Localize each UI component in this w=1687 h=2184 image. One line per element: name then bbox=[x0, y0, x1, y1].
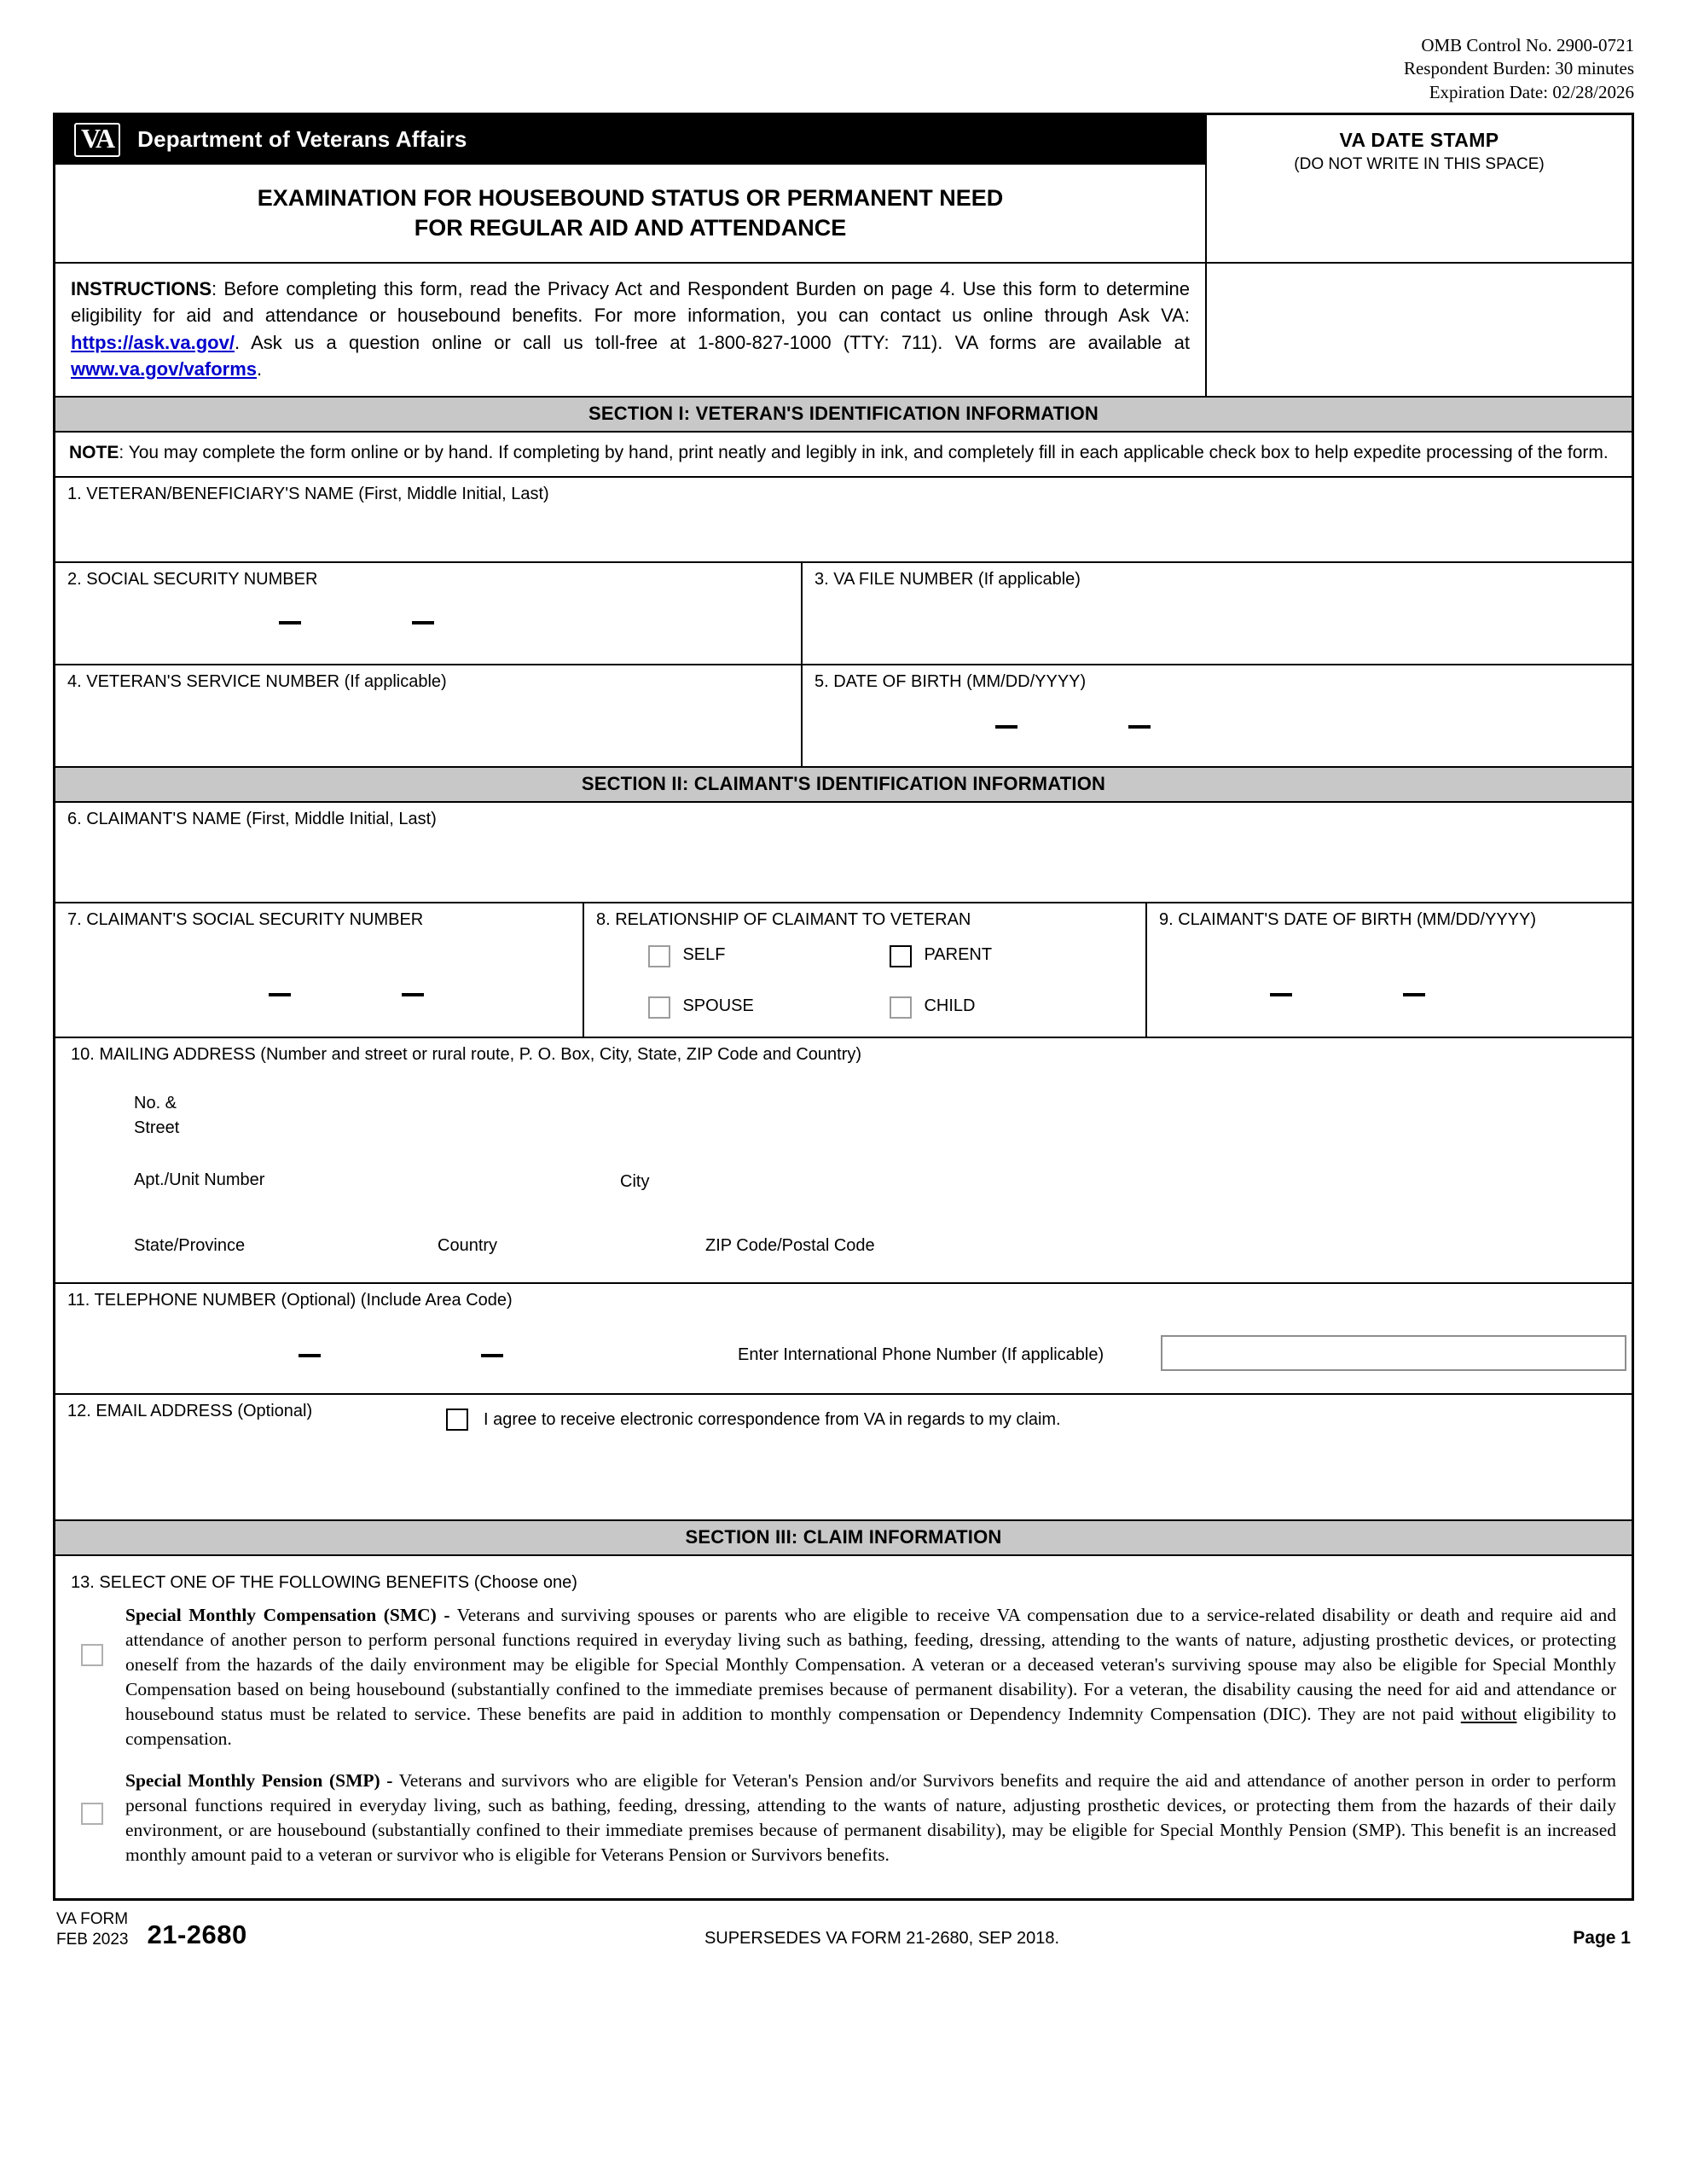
claimant-ssn-dash-2 bbox=[402, 993, 424, 996]
email-consent-label: I agree to receive electronic correspondence from VA in regards to my claim. bbox=[484, 1409, 1061, 1429]
form-title-line1: EXAMINATION FOR HOUSEBOUND STATUS OR PERMANENT NEED bbox=[257, 184, 1004, 211]
address-country-label: Country bbox=[438, 1235, 498, 1255]
dob-dash-1 bbox=[995, 725, 1017, 729]
form-title-line2: FOR REGULAR AID AND ATTENDANCE bbox=[414, 214, 847, 241]
parent-checkbox[interactable] bbox=[890, 945, 912, 967]
relationship-option-child[interactable] bbox=[890, 996, 975, 1019]
respondent-burden: Respondent Burden: 30 minutes bbox=[1403, 58, 1634, 79]
relationship-option-parent[interactable] bbox=[890, 945, 992, 967]
parent-label: PARENT bbox=[924, 945, 993, 965]
note-label: NOTE bbox=[69, 443, 119, 463]
address-city-label: City bbox=[620, 1171, 650, 1191]
address-apt-label: Apt./Unit Number bbox=[134, 1170, 265, 1189]
section-2-header: SECTION II: CLAIMANT'S IDENTIFICATION INFORMATION bbox=[55, 768, 1632, 803]
smp-checkbox[interactable] bbox=[81, 1803, 103, 1825]
expiration-date: Expiration Date: 02/28/2026 bbox=[1429, 81, 1634, 102]
field-3-label: 3. VA FILE NUMBER (If applicable) bbox=[815, 569, 1081, 589]
form-number: 21-2680 bbox=[147, 1919, 247, 1949]
field-mailing-address bbox=[55, 1038, 1632, 1284]
phone-separators bbox=[299, 1354, 503, 1357]
va-date-stamp-box bbox=[1205, 115, 1632, 262]
instructions-text-3: . bbox=[257, 357, 263, 380]
field-6-label: 6. CLAIMANT'S NAME (First, Middle Initial, Last) bbox=[67, 809, 437, 828]
supersedes-note: SUPERSEDES VA FORM 21-2680, SEP 2018. bbox=[704, 1928, 1060, 1948]
form-frame bbox=[53, 113, 1634, 1901]
address-zip-label: ZIP Code/Postal Code bbox=[705, 1235, 875, 1255]
self-checkbox[interactable] bbox=[648, 945, 670, 967]
field-relationship bbox=[583, 903, 1145, 1037]
field-va-file-number[interactable] bbox=[801, 563, 1632, 664]
field-9-label: 9. CLAIMANT'S DATE OF BIRTH (MM/DD/YYYY) bbox=[1159, 909, 1537, 929]
va-forms-link[interactable]: www.va.gov/vaforms bbox=[71, 357, 258, 380]
dob-dash-2 bbox=[1128, 725, 1151, 729]
field-4-label: 4. VETERAN'S SERVICE NUMBER (If applicable) bbox=[67, 671, 447, 691]
date-stamp-subtitle: (DO NOT WRITE IN THIS SPACE) bbox=[1294, 154, 1545, 173]
field-5-label: 5. DATE OF BIRTH (MM/DD/YYYY) bbox=[815, 671, 1087, 691]
question-13-label: 13. SELECT ONE OF THE FOLLOWING BENEFITS (Choose one) bbox=[71, 1572, 577, 1592]
va-banner bbox=[55, 115, 1205, 165]
section-3-body bbox=[55, 1556, 1632, 1898]
claimant-dob-dash-1 bbox=[1270, 993, 1292, 996]
phone-dash-2 bbox=[481, 1354, 503, 1357]
ssn-separators bbox=[279, 621, 434, 624]
field-row-4-5 bbox=[55, 665, 1632, 768]
form-title bbox=[55, 165, 1205, 262]
claimant-dob-separators bbox=[1270, 993, 1425, 996]
spouse-checkbox[interactable] bbox=[648, 996, 670, 1019]
field-veteran-dob[interactable] bbox=[801, 665, 1632, 766]
intl-phone-label: Enter International Phone Number (If applicable) bbox=[738, 1345, 1104, 1364]
field-telephone bbox=[55, 1284, 1632, 1395]
note-text: : You may complete the form online or by hand. If completing by hand, print neatly and legibly in ink, and completely fill in each applicable check box to help expedite processing of the form. bbox=[119, 443, 1609, 463]
field-veteran-name[interactable] bbox=[55, 478, 1632, 563]
field-2-label: 2. SOCIAL SECURITY NUMBER bbox=[67, 569, 318, 589]
field-email bbox=[55, 1395, 1632, 1521]
claimant-ssn-dash-1 bbox=[269, 993, 291, 996]
va-seal-icon: VA bbox=[74, 123, 120, 157]
smp-text: Veterans and survivors who are eligible for Veteran's Pension and/or Survivors benefits and require the aid and attendance of another person in order to perform personal functions required in everyday living, such as bathing, feeding, dressing, attending to the wants of nature, adjusting prosthetic devices, or protecting them from the hazards of their daily environment, or are housebound (substantially confined to their immediate premises because of permanent disability), may be eligible for Special Monthly Pension (SMP). This benefit is an increased monthly amount paid to a veteran or survivor who is eligible for Veterans Pension or Survivors benefits. bbox=[125, 1770, 1616, 1866]
instructions-text-2: . Ask us a question online or call us toll-free at 1-800-827-1000 (TTY: 711). VA forms are available at bbox=[234, 331, 1190, 353]
benefit-smp[interactable] bbox=[125, 1769, 1616, 1867]
field-12-label: 12. EMAIL ADDRESS (Optional) bbox=[67, 1401, 313, 1420]
field-11-label: 11. TELEPHONE NUMBER (Optional) (Include Area Code) bbox=[67, 1290, 513, 1310]
spouse-label: SPOUSE bbox=[682, 996, 754, 1016]
intl-phone-input[interactable] bbox=[1161, 1335, 1626, 1371]
field-1-label: 1. VETERAN/BENEFICIARY'S NAME (First, Middle Initial, Last) bbox=[67, 484, 549, 503]
page-footer bbox=[53, 1901, 1634, 1950]
footer-form-id bbox=[56, 1909, 338, 1950]
field-veteran-ssn[interactable] bbox=[55, 563, 801, 664]
claimant-ssn-separators bbox=[269, 993, 424, 996]
smp-label: Special Monthly Pension (SMP) - bbox=[125, 1770, 393, 1792]
claimant-dob-dash-2 bbox=[1403, 993, 1425, 996]
instructions-block bbox=[55, 262, 1205, 396]
instructions-text-1: : Before completing this form, read the Privacy Act and Respondent Burden on page 4. Use this form to determine eligibility for aid and attendance or housebound benefits. For more information, you can contact us online through Ask VA: bbox=[71, 278, 1190, 327]
date-stamp-title: VA DATE STAMP bbox=[1339, 128, 1499, 151]
field-10-label: 10. MAILING ADDRESS (Number and street or rural route, P. O. Box, City, State, ZIP Code and Country) bbox=[71, 1044, 862, 1064]
phone-dash-1 bbox=[299, 1354, 321, 1357]
ssn-dash-2 bbox=[412, 621, 434, 624]
dob-separators bbox=[995, 725, 1151, 729]
instructions-row bbox=[55, 262, 1632, 396]
ask-va-link[interactable]: https://ask.va.gov/ bbox=[71, 331, 235, 353]
header-left bbox=[55, 115, 1205, 262]
child-label: CHILD bbox=[924, 996, 976, 1016]
field-row-2-3 bbox=[55, 563, 1632, 665]
benefit-smc[interactable] bbox=[125, 1603, 1616, 1751]
omb-control-number: OMB Control No. 2900-0721 bbox=[1421, 35, 1634, 55]
field-7-label: 7. CLAIMANT'S SOCIAL SECURITY NUMBER bbox=[67, 909, 424, 929]
smc-text-b: eligibility to compensation. bbox=[125, 1704, 1616, 1750]
self-label: SELF bbox=[682, 945, 726, 965]
smc-text-underline: without bbox=[1460, 1704, 1517, 1725]
section-3-header: SECTION III: CLAIM INFORMATION bbox=[55, 1521, 1632, 1556]
smc-label: Special Monthly Compensation (SMC) - bbox=[125, 1604, 450, 1625]
email-consent-checkbox[interactable] bbox=[446, 1409, 468, 1431]
field-claimant-dob[interactable] bbox=[1145, 903, 1632, 1037]
field-claimant-ssn[interactable] bbox=[55, 903, 583, 1037]
field-8-label: 8. RELATIONSHIP OF CLAIMANT TO VETERAN bbox=[596, 909, 971, 929]
field-service-number[interactable] bbox=[55, 665, 801, 766]
relationship-option-self[interactable] bbox=[648, 945, 725, 967]
date-stamp-space bbox=[1205, 262, 1632, 396]
page-number: Page 1 bbox=[1573, 1927, 1631, 1948]
smc-checkbox[interactable] bbox=[81, 1644, 103, 1666]
relationship-option-spouse[interactable] bbox=[648, 996, 754, 1019]
department-name: Department of Veterans Affairs bbox=[137, 126, 467, 153]
section-1-header: SECTION I: VETERAN'S IDENTIFICATION INFORMATION bbox=[55, 396, 1632, 433]
omb-block bbox=[53, 34, 1634, 104]
address-state-label: State/Province bbox=[134, 1235, 246, 1255]
header-row bbox=[55, 115, 1632, 262]
smc-text-a: Veterans and surviving spouses or parents who are eligible to receive VA compensation due to a service-related disability or death and require aid and attendance of another person to perform personal functions required in everyday living such as bathing, feeding, dressing, attending to the wants of nature, adjusting prosthetic devices, or protecting oneself from the hazards of the daily environment may be eligible for Special Monthly Compensation. A veteran or a deceased veteran's surviving spouse may also be eligible for Special Monthly Compensation based on being housebound (substantially confined to the immediate premises because of permanent disability). For a veteran, the disability causing the need for aid and attendance or housebound status must be related to service. These benefits are paid in addition to monthly compensation or Dependency Indemnity Compensation (DIC). They are not paid bbox=[125, 1604, 1616, 1725]
ssn-dash-1 bbox=[279, 621, 301, 624]
address-street-label: No. & Street bbox=[134, 1093, 180, 1137]
field-row-7-8-9 bbox=[55, 903, 1632, 1038]
instructions-label: INSTRUCTIONS bbox=[71, 278, 212, 300]
field-claimant-name[interactable] bbox=[55, 803, 1632, 903]
va-form-label: VA FORM FEB 2023 bbox=[56, 1910, 129, 1949]
child-checkbox[interactable] bbox=[890, 996, 912, 1019]
section-1-note bbox=[55, 433, 1632, 478]
